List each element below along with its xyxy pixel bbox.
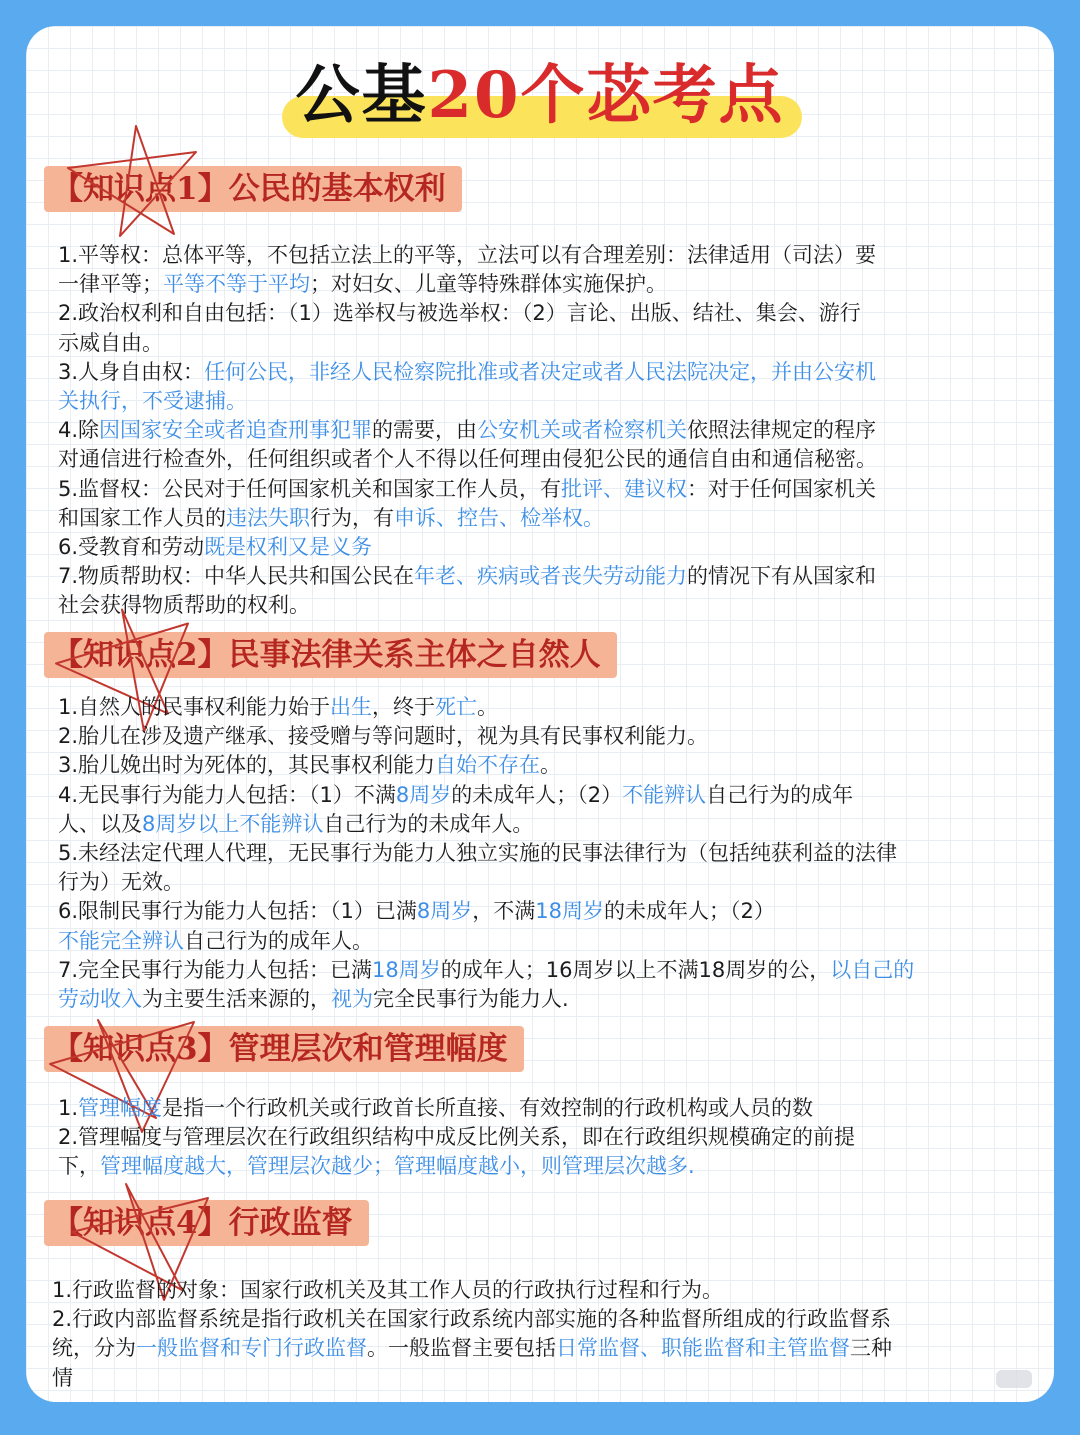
highlighted-text: 劳动收入	[58, 987, 142, 1012]
body-text: 1.平等权：总体平等，不包括立法上的平等，立法可以有合理差别：法律适用（司法）要	[58, 243, 877, 267]
note-card	[26, 26, 1054, 1402]
section-4-heading: 【知识点4】行政监督	[44, 1200, 369, 1246]
section-4-body	[52, 1276, 1042, 1393]
section-3-heading: 【知识点3】管理层次和管理幅度	[44, 1026, 524, 1072]
section-1-body	[58, 241, 1018, 621]
highlighted-text: 平等不等于平均	[163, 272, 310, 297]
text-line	[52, 1276, 1042, 1305]
highlighted-text: 8周岁	[416, 899, 473, 924]
highlighted-text: 自始不存在	[435, 753, 541, 778]
body-text: 完全民事行为能力人.	[373, 987, 569, 1012]
body-text: 统，分为	[52, 1336, 136, 1361]
text-line	[58, 956, 1018, 985]
body-text: 下，	[58, 1154, 100, 1179]
text-line	[58, 1152, 1018, 1181]
highlighted-text: 申诉、控告、检举权。	[394, 505, 604, 530]
body-text: 2.政治权利和自由包括：（1）选举权与被选举权：（2）言论、出版、结社、集会、游行	[58, 301, 861, 326]
body-text: 和国家工作人员的	[58, 505, 226, 530]
body-text: 示威自由。	[58, 330, 163, 355]
text-line	[52, 1305, 1042, 1334]
highlighted-text: 既是权利又是义务	[204, 535, 373, 560]
text-line	[58, 241, 1018, 270]
body-text: 行为）无效。	[58, 870, 184, 895]
text-line	[58, 387, 1018, 416]
highlighted-text: 关执行，不受逮捕。	[58, 389, 247, 414]
body-text: 的情况下有从国家和	[687, 564, 877, 589]
text-line	[58, 693, 1018, 722]
body-text: 情	[52, 1365, 73, 1390]
highlighted-text: 管理幅度越大，管理层次越少；管理幅度越小，则管理层次越多.	[100, 1154, 695, 1179]
text-line	[58, 358, 1018, 387]
highlighted-text: 18周岁	[535, 899, 605, 924]
text-line	[58, 722, 1018, 751]
body-text: 自己行为的成年人。	[184, 928, 373, 953]
body-text: 4.除	[58, 418, 100, 443]
body-text: 7.物质帮助权：中华人民共和国公民在	[58, 564, 415, 589]
body-text: 1.	[58, 1096, 79, 1120]
body-text: 的未成年人；（2）	[604, 899, 775, 924]
text-line	[58, 533, 1018, 562]
highlighted-text: 以自己的	[830, 957, 915, 982]
body-text: 。一般监督主要包括	[367, 1336, 556, 1361]
body-text: 5.未经法定代理人代理，无民事行为能力人独立实施的民事法律行为（包括纯获利益的法律	[58, 841, 898, 866]
highlighted-text: 死亡	[435, 695, 478, 719]
body-text: 。	[477, 695, 499, 719]
highlighted-text: 任何公民，非经人民检察院批准或者决定或者人民法院决定，并由公安机	[204, 359, 877, 384]
text-line	[58, 416, 1018, 445]
body-text: 3.胎儿娩出时为死体的，其民事权利能力	[58, 753, 436, 778]
text-line	[58, 839, 1018, 868]
body-text: 的成年人；16周岁以上不满18周岁的公，	[440, 957, 831, 982]
title-part-2: 20个苾考点	[427, 58, 785, 133]
body-text: 4.无民事行为能力人包括：（1）不满	[58, 782, 396, 807]
text-line	[58, 270, 1018, 299]
body-text: 一律平等；	[58, 272, 163, 297]
highlighted-text: 一般监督和专门行政监督	[136, 1336, 367, 1361]
body-text: 2.行政内部监督系统是指行政机关在国家行政系统内部实施的各种监督所组成的行政监督系	[52, 1307, 892, 1332]
body-text: 自己行为的成年	[706, 782, 854, 807]
highlighted-text: 日常监督、职能监督和主管监督	[556, 1336, 850, 1361]
highlighted-text: 出生	[330, 695, 373, 719]
body-text: 6.限制民事行为能力人包括：（1）已满	[58, 899, 417, 924]
highlighted-text: 视为	[331, 987, 373, 1012]
body-text: 2.管理幅度与管理层次在行政组织结构中成反比例关系，即在行政组织规模确定的前提	[58, 1125, 856, 1150]
body-text: 为主要生活来源的，	[142, 987, 331, 1012]
section-2-heading: 【知识点2】民事法律关系主体之自然人	[44, 632, 617, 678]
section-3-body	[58, 1094, 1018, 1182]
title-part-1: 公基	[295, 58, 428, 133]
highlighted-text: 不能辨认	[622, 782, 707, 807]
section-1-heading: 【知识点1】公民的基本权利	[44, 166, 462, 212]
text-line	[58, 985, 1018, 1014]
highlighted-text: 18周岁	[372, 957, 441, 982]
highlighted-text: 批评、建议权	[561, 476, 688, 501]
body-text: 1.自然人的民事权利能力始于	[58, 695, 331, 719]
body-text: ；对妇女、儿童等特殊群体实施保护。	[310, 272, 667, 297]
text-line	[58, 781, 1018, 810]
text-line	[58, 1094, 1018, 1123]
body-text: 三种	[850, 1336, 892, 1361]
body-text: 社会获得物质帮助的权利。	[58, 593, 310, 618]
highlighted-text: 公安机关或者检察机关	[477, 418, 688, 443]
highlighted-text: 管理幅度	[78, 1096, 163, 1120]
text-line	[58, 445, 1018, 474]
text-line	[52, 1364, 1042, 1393]
text-line	[58, 927, 1018, 956]
body-text: 行为，有	[310, 505, 394, 530]
body-text: 3.人身自由权：	[58, 359, 205, 384]
body-text: ：对于任何国家机关	[687, 476, 877, 501]
body-text: ，不满	[472, 899, 536, 924]
highlighted-text: 8周岁	[395, 782, 452, 807]
body-text: 。	[540, 753, 562, 778]
highlighted-text: 因国家安全或者追查刑事犯罪	[99, 418, 373, 443]
text-line	[58, 591, 1018, 620]
text-line	[58, 897, 1018, 926]
text-line	[58, 299, 1018, 328]
body-text: 依照法律规定的程序	[687, 418, 877, 443]
page-title	[26, 56, 1054, 136]
body-text: 1.行政监督的对象：国家行政机关及其工作人员的行政执行过程和行为。	[52, 1278, 724, 1302]
body-text: 的需要，由	[372, 418, 478, 443]
body-text: 人、以及	[58, 811, 142, 836]
text-line	[58, 329, 1018, 358]
body-text: 对通信进行检查外，任何组织或者个人不得以任何理由侵犯公民的通信自由和通信秘密。	[58, 447, 877, 472]
section-2-body	[58, 693, 1018, 1014]
body-text: 6.受教育和劳动	[58, 535, 205, 560]
highlighted-text: 违法失职	[226, 505, 310, 530]
text-line	[58, 751, 1018, 780]
body-text: 是指一个行政机关或行政首长所直接、有效控制的行政机构或人员的数	[162, 1096, 814, 1120]
text-line	[58, 562, 1018, 591]
highlighted-text: 不能完全辨认	[58, 928, 184, 953]
body-text: 自己行为的未成年人。	[323, 811, 534, 836]
body-text: 5.监督权：公民对于任何国家机关和国家工作人员，有	[58, 476, 562, 501]
text-line	[52, 1334, 1042, 1363]
text-line	[58, 504, 1018, 533]
body-text: 的未成年人；（2）	[451, 782, 623, 807]
text-line	[58, 475, 1018, 504]
highlighted-text: 年老、疾病或者丧失劳动能力	[414, 564, 688, 589]
body-text: ，终于	[372, 695, 436, 719]
watermark-badge	[996, 1370, 1032, 1388]
text-line	[58, 1123, 1018, 1152]
highlighted-text: 8周岁以上不能辨认	[142, 811, 324, 836]
body-text: 7.完全民事行为能力人包括：已满	[58, 957, 373, 982]
text-line	[58, 868, 1018, 897]
text-line	[58, 810, 1018, 839]
body-text: 2.胎儿在涉及遗产继承、接受赠与等问题时，视为具有民事权利能力。	[58, 724, 709, 749]
